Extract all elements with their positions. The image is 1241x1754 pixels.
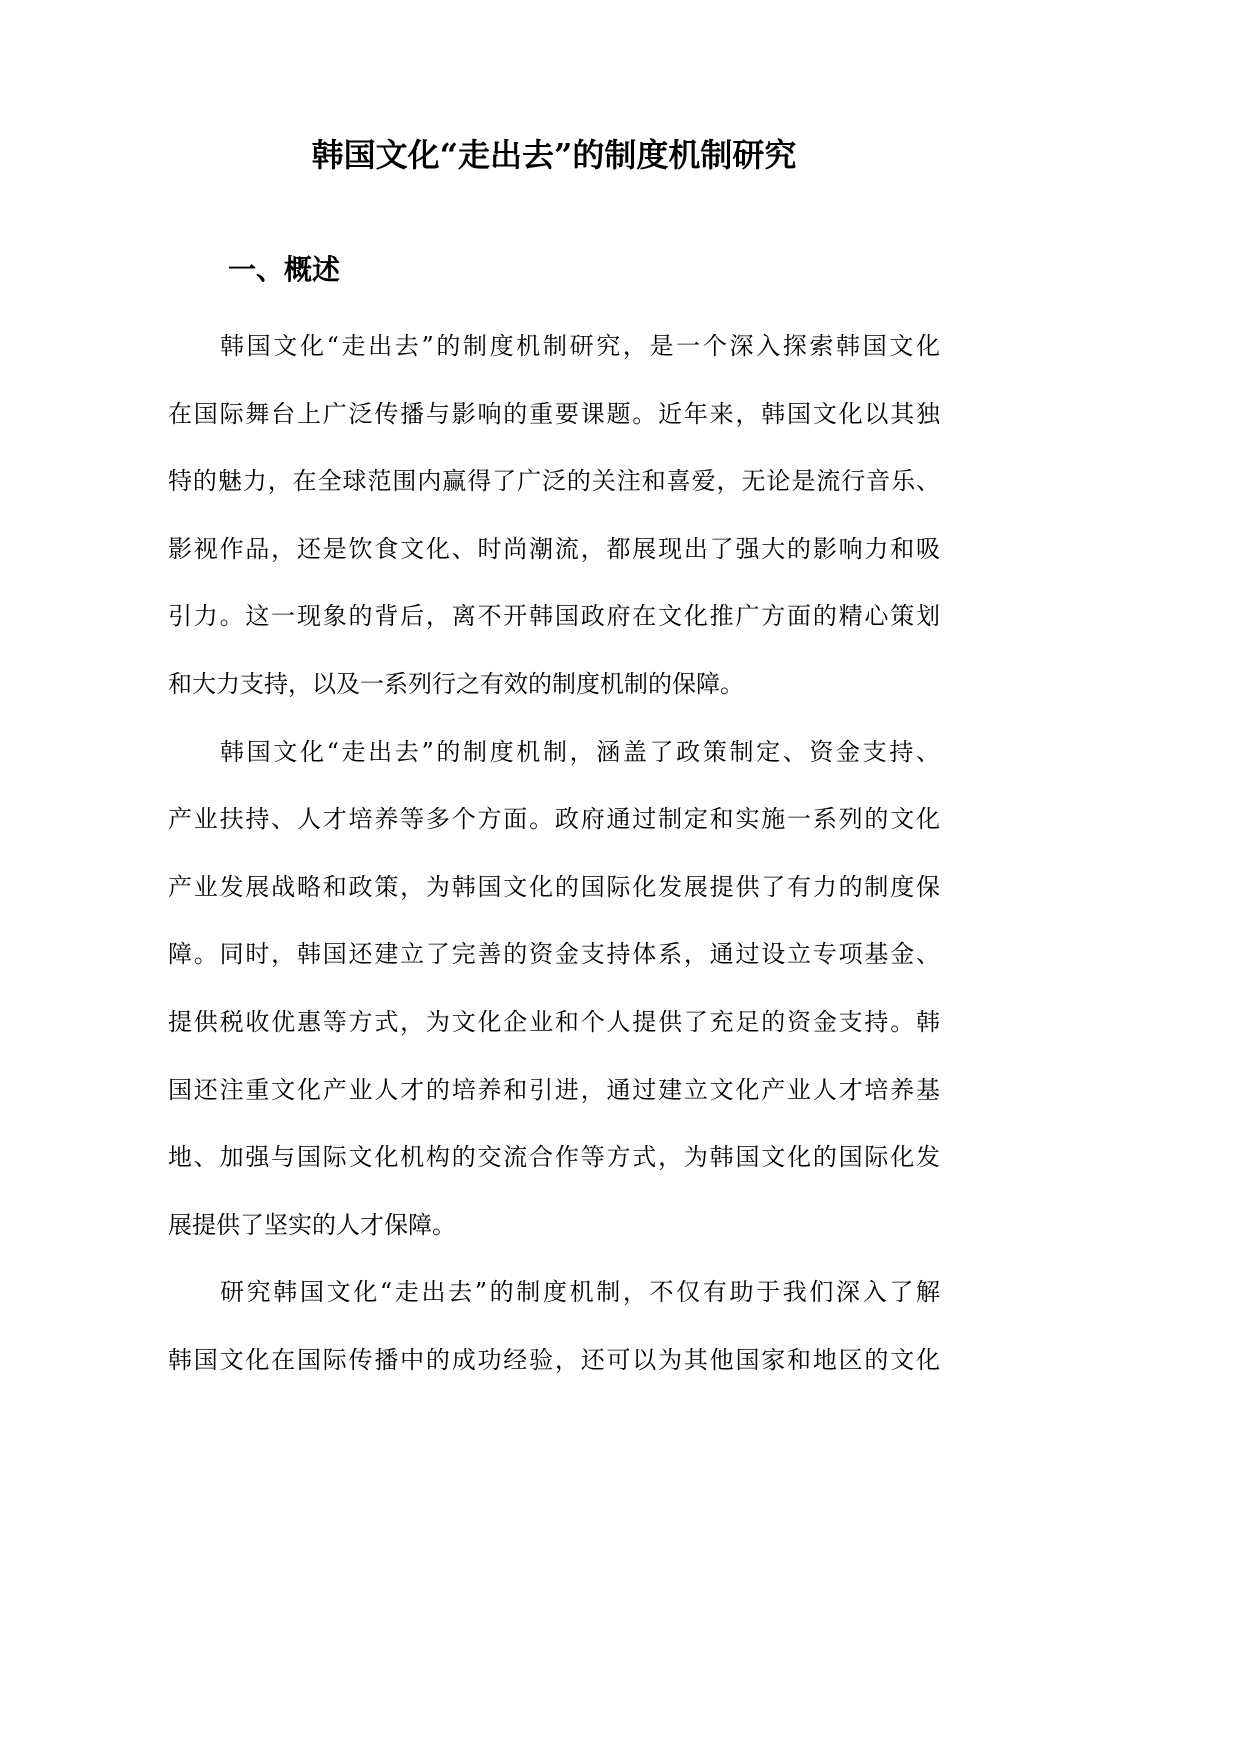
document-title: 韩国文化“走出去”的制度机制研究 (311, 136, 797, 174)
section-heading: 一、概述 (228, 253, 341, 286)
paragraph-line: 在国际舞台上广泛传播与影响的重要课题。近年来，韩国文化以其独 (168, 399, 940, 428)
paragraph-line: 影视作品，还是饮食文化、时尚潮流，都展现出了强大的影响力和吸 (168, 534, 940, 563)
section-body (168, 313, 940, 1395)
paragraph-line: 国还注重文化产业人才的培养和引进，通过建立文化产业人才培养基 (168, 1075, 940, 1104)
paragraph-line: 地、加强与国际文化机构的交流合作等方式，为韩国文化的国际化发 (168, 1143, 940, 1172)
paragraph-line: 提供税收优惠等方式，为文化企业和个人提供了充足的资金支持。韩 (168, 1007, 940, 1036)
paragraph-line: 韩国文化在国际传播中的成功经验，还可以为其他国家和地区的文化 (168, 1345, 940, 1374)
paragraph-line: 障。同时，韩国还建立了完善的资金支持体系，通过设立专项基金、 (168, 940, 940, 969)
paragraph-line: 特的魅力，在全球范围内赢得了广泛的关注和喜爱，无论是流行音乐、 (168, 467, 940, 496)
paragraph-line: 韩国文化“走出去”的制度机制，涵盖了政策制定、资金支持、 (220, 737, 940, 766)
paragraph-line: 研究韩国文化“走出去”的制度机制，不仅有助于我们深入了解 (220, 1278, 940, 1307)
paragraph-line: 和大力支持，以及一系列行之有效的制度机制的保障。 (168, 669, 744, 698)
paragraph-line: 产业扶持、人才培养等多个方面。政府通过制定和实施一系列的文化 (168, 805, 940, 834)
paragraph-line: 产业发展战略和政策，为韩国文化的国际化发展提供了有力的制度保 (168, 872, 940, 901)
paragraph-line: 韩国文化“走出去”的制度机制研究，是一个深入探索韩国文化 (220, 332, 940, 360)
paragraph-line: 展提供了坚实的人才保障。 (168, 1210, 456, 1239)
paragraph-line: 引力。这一现象的背后，离不开韩国政府在文化推广方面的精心策划 (168, 602, 940, 631)
